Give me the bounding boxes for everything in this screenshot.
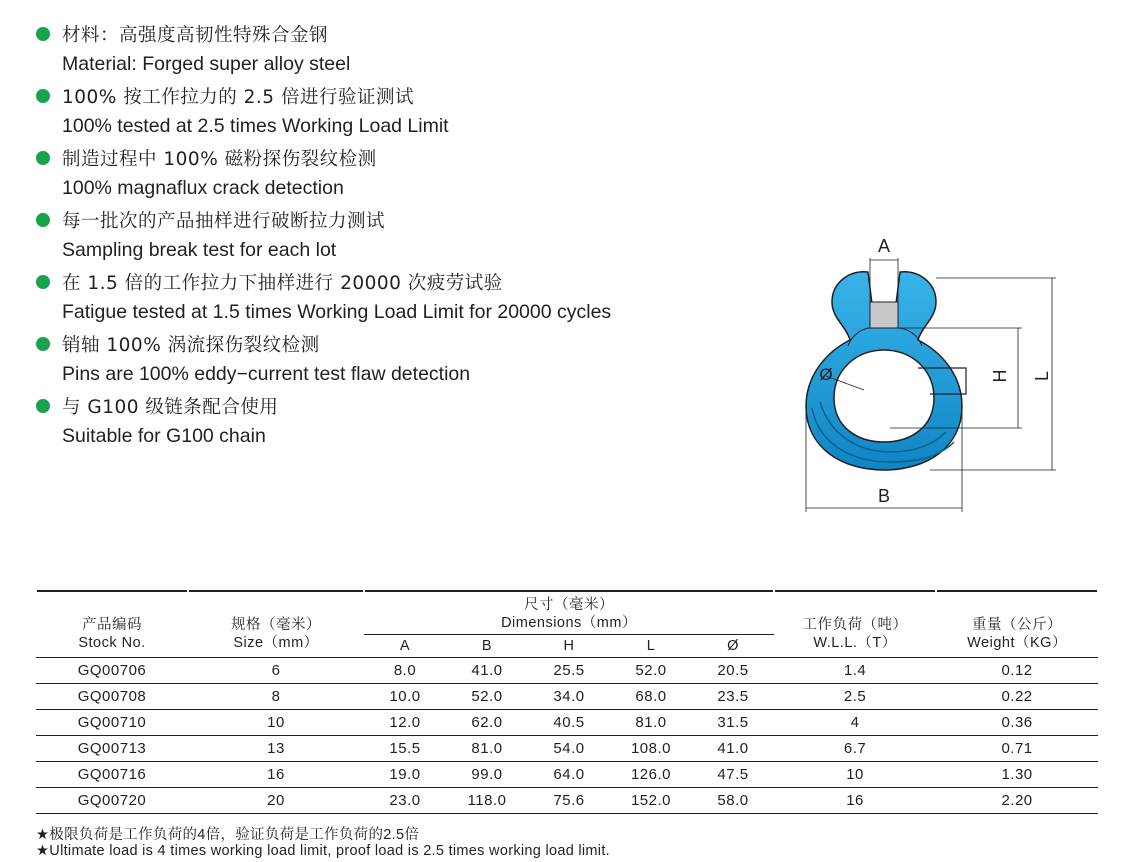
hook-drawing	[790, 230, 1060, 520]
table-cell: 0.36	[936, 710, 1098, 736]
table-cell: 41.0	[692, 736, 774, 762]
table-cell: 23.5	[692, 684, 774, 710]
table-cell: 23.0	[364, 788, 446, 814]
table-cell: 19.0	[364, 762, 446, 788]
table-cell: 58.0	[692, 788, 774, 814]
table-cell: 8.0	[364, 658, 446, 684]
table-cell: 0.12	[936, 658, 1098, 684]
bullet-dot-icon	[36, 275, 50, 289]
header-size: 规格（毫米） Size（mm）	[231, 616, 321, 651]
table-cell: 54.0	[528, 736, 610, 762]
feature-cn-text: 制造过程中 100% 磁粉探伤裂纹检测	[62, 148, 377, 170]
feature-en-text: Fatigue tested at 1.5 times Working Load Limit for 20000 cycles	[62, 301, 612, 323]
table-cell: 6.7	[774, 736, 936, 762]
table-cell: 99.0	[446, 762, 528, 788]
feature-list	[36, 18, 736, 452]
table-cell: GQ00708	[36, 684, 188, 710]
table-cell: 0.22	[936, 684, 1098, 710]
feature-cn-text: 与 G100 级链条配合使用	[62, 396, 279, 418]
table-cell: 6	[188, 658, 364, 684]
feature-en-text: Suitable for G100 chain	[62, 425, 266, 447]
header-wll: 工作负荷（吨） W.L.L.（T）	[802, 616, 908, 651]
table-cell: GQ00710	[36, 710, 188, 736]
feature-item	[36, 266, 736, 328]
dim-label-b: B	[877, 486, 891, 506]
feature-item	[36, 390, 736, 452]
table-cell: 10.0	[364, 684, 446, 710]
header-l: L	[610, 635, 692, 658]
table-cell: 31.5	[692, 710, 774, 736]
table-row	[36, 762, 1098, 788]
bullet-dot-icon	[36, 213, 50, 227]
table-cell: 62.0	[446, 710, 528, 736]
bullet-dot-icon	[36, 89, 50, 103]
feature-item	[36, 204, 736, 266]
dim-label-a: A	[877, 236, 891, 256]
header-diameter: Ø	[692, 635, 774, 658]
table-cell: 2.20	[936, 788, 1098, 814]
table-cell: 40.5	[528, 710, 610, 736]
feature-en-text: Pins are 100% eddy−current test flaw detection	[62, 363, 471, 385]
table-cell: 47.5	[692, 762, 774, 788]
spec-table	[36, 590, 1098, 814]
table-cell: 152.0	[610, 788, 692, 814]
table-cell: 126.0	[610, 762, 692, 788]
table-cell: 64.0	[528, 762, 610, 788]
feature-item	[36, 328, 736, 390]
table-cell: 0.71	[936, 736, 1098, 762]
table-cell: 118.0	[446, 788, 528, 814]
table-row	[36, 736, 1098, 762]
table-row	[36, 684, 1098, 710]
feature-cn-text: 材料：高强度高韧性特殊合金钢	[62, 24, 329, 46]
feature-en-text: 100% tested at 2.5 times Working Load Limit	[62, 115, 449, 137]
header-a: A	[364, 635, 446, 658]
table-cell: 81.0	[446, 736, 528, 762]
note-en: ★Ultimate load is 4 times working load limit, proof load is 2.5 times working load limit.	[36, 843, 610, 859]
table-cell: 1.4	[774, 658, 936, 684]
note-cn: ★极限负荷是工作负荷的4倍，验证负荷是工作负荷的2.5倍	[36, 827, 420, 843]
table-cell: 20.5	[692, 658, 774, 684]
table-cell: 16	[188, 762, 364, 788]
header-h: H	[528, 635, 610, 658]
header-dimensions: 尺寸（毫米） Dimensions（mm）	[501, 597, 637, 631]
feature-cn-text: 销轴 100% 涡流探伤裂纹检测	[62, 334, 320, 356]
table-cell: GQ00720	[36, 788, 188, 814]
feature-item	[36, 142, 736, 204]
feature-item	[36, 18, 736, 80]
table-row	[36, 710, 1098, 736]
bullet-dot-icon	[36, 27, 50, 41]
table-row	[36, 658, 1098, 684]
table-cell: 1.30	[936, 762, 1098, 788]
table-cell: GQ00716	[36, 762, 188, 788]
table-cell: 16	[774, 788, 936, 814]
bullet-dot-icon	[36, 337, 50, 351]
table-cell: 34.0	[528, 684, 610, 710]
dim-label-l: L	[1032, 370, 1052, 382]
table-cell: 2.5	[774, 684, 936, 710]
feature-en-text: Material: Forged super alloy steel	[62, 53, 351, 75]
table-row	[36, 788, 1098, 814]
spec-table-body	[36, 658, 1098, 814]
table-cell: 15.5	[364, 736, 446, 762]
bullet-dot-icon	[36, 399, 50, 413]
table-cell: 10	[188, 710, 364, 736]
table-cell: 68.0	[610, 684, 692, 710]
header-b: B	[446, 635, 528, 658]
bullet-dot-icon	[36, 151, 50, 165]
header-weight: 重量（公斤） Weight（KG）	[967, 616, 1067, 651]
feature-en-text: Sampling break test for each lot	[62, 239, 337, 261]
table-cell: 52.0	[610, 658, 692, 684]
table-cell: 12.0	[364, 710, 446, 736]
header-stock: 产品编码 Stock No.	[78, 616, 146, 651]
feature-cn-text: 100% 按工作拉力的 2.5 倍进行验证测试	[62, 86, 414, 108]
feature-item	[36, 80, 736, 142]
feature-en-text: 100% magnaflux crack detection	[62, 177, 344, 199]
table-cell: GQ00706	[36, 658, 188, 684]
table-cell: 8	[188, 684, 364, 710]
table-cell: 81.0	[610, 710, 692, 736]
table-cell: GQ00713	[36, 736, 188, 762]
table-cell: 52.0	[446, 684, 528, 710]
feature-cn-text: 每一批次的产品抽样进行破断拉力测试	[62, 210, 386, 232]
feature-cn-text: 在 1.5 倍的工作拉力下抽样进行 20000 次疲劳试验	[62, 272, 503, 294]
dim-label-h: H	[990, 369, 1010, 383]
dim-label-diameter: Ø	[819, 365, 833, 384]
table-cell: 4	[774, 710, 936, 736]
table-cell: 75.6	[528, 788, 610, 814]
table-cell: 13	[188, 736, 364, 762]
table-cell: 108.0	[610, 736, 692, 762]
table-cell: 10	[774, 762, 936, 788]
table-cell: 25.5	[528, 658, 610, 684]
table-cell: 41.0	[446, 658, 528, 684]
table-cell: 20	[188, 788, 364, 814]
pin-block	[870, 302, 898, 328]
